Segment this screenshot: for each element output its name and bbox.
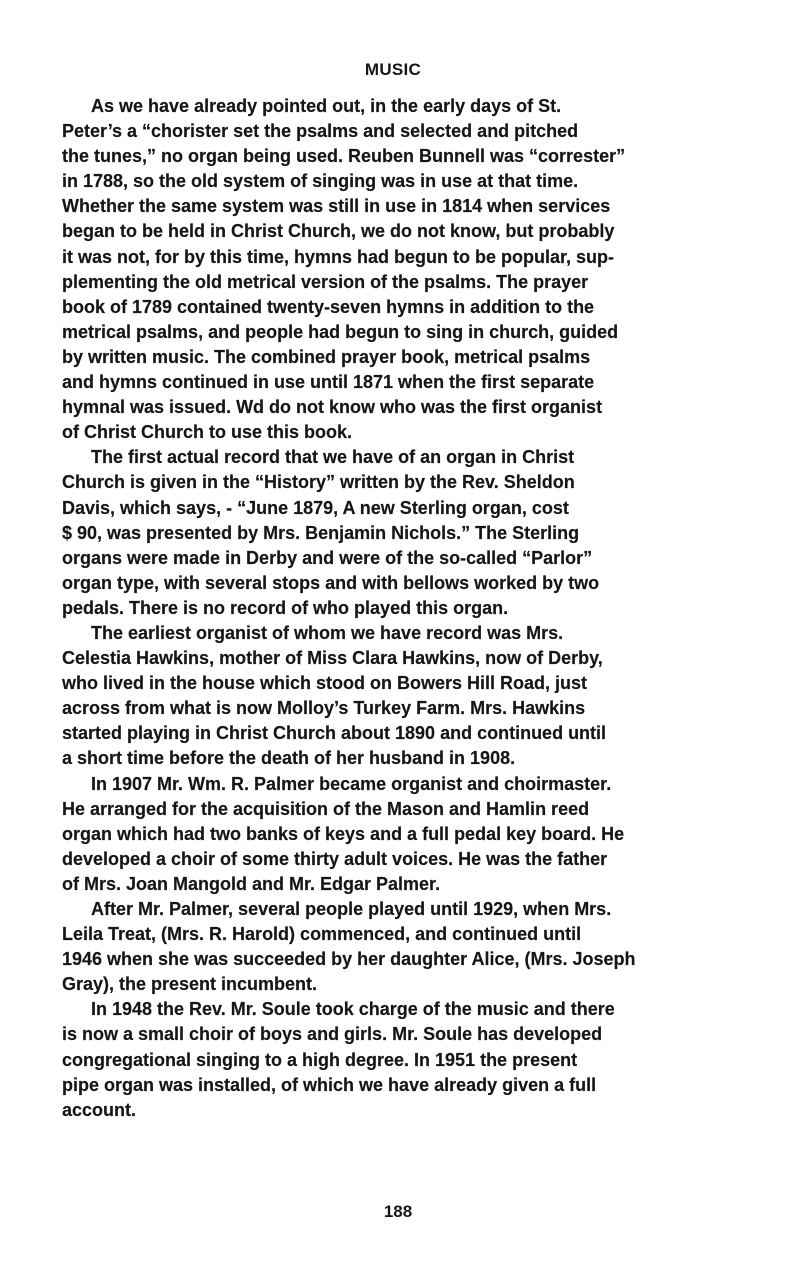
text-line: developed a choir of some thirty adult voices. He was the father (62, 848, 608, 869)
text-line: As we have already pointed out, in the early days of St. (91, 96, 562, 116)
text-line: In 1907 Mr. Wm. R. Palmer became organist and choirmaster. (91, 773, 612, 794)
text-line: organ which had two banks of keys and a full pedal key board. He (62, 823, 625, 844)
text-line: book of 1789 contained twenty-seven hymns in addition to the (62, 296, 595, 317)
text-line: Davis, which says, - “June 1879, A new Sterling organ, cost (62, 497, 569, 518)
text-line: pedals. There is no record of who played this organ. (62, 597, 509, 618)
text-line: Leila Treat, (Mrs. R. Harold) commenced, and continued until (62, 924, 582, 945)
text-line: the tunes,” no organ being used. Reuben Bunnell was “correster” (62, 146, 626, 167)
text-line: He arranged for the acquisition of the Mason and Hamlin reed (62, 798, 590, 819)
text-line: by written music. The combined prayer book, metrical psalms (62, 346, 591, 367)
text-line: $ 90, was presented by Mrs. Benjamin Nichols.” The Sterling (62, 522, 580, 543)
text-line: a short time before the death of her husband in 1908. (62, 748, 516, 769)
text-line: Gray), the present incumbent. (62, 974, 318, 995)
text-line: organ type, with several stops and with bellows worked by two (62, 572, 600, 593)
text-line: The earliest organist of whom we have record was Mrs. (91, 622, 564, 643)
text-line: who lived in the house which stood on Bowers Hill Road, just (62, 673, 588, 694)
text-line: Celestia Hawkins, mother of Miss Clara Hawkins, now of Derby, (62, 648, 603, 669)
text-line: across from what is now Molloy’s Turkey Farm. Mrs. Hawkins (62, 698, 586, 719)
text-line: metrical psalms, and people had begun to sing in church, guided (62, 321, 619, 342)
text-line: began to be held in Christ Church, we do not know, but probably (62, 221, 615, 242)
text-line: congregational singing to a high degree. In 1951 the present (62, 1049, 578, 1070)
text-line: and hymns continued in use until 1871 when the first separate (62, 372, 595, 393)
text-line: In 1948 the Rev. Mr. Soule took charge of the music and there (91, 999, 615, 1020)
text-line: Peter’s a “chorister set the psalms and selected and pitched (62, 121, 579, 142)
text-line: of Christ Church to use this book. (62, 422, 353, 443)
page-title: MUSIC (364, 60, 422, 79)
text-line: plementing the old metrical version of the psalms. The prayer (62, 271, 589, 292)
text-line: Church is given in the “History” written by the Rev. Sheldon (62, 472, 575, 493)
text-line: After Mr. Palmer, several people played until 1929, when Mrs. (91, 899, 612, 919)
text-line: is now a small choir of boys and girls. Mr. Soule has developed (62, 1024, 603, 1045)
text-line: account. (62, 1099, 137, 1120)
text-line: hymnal was issued. Wd do not know who was the first organist (62, 397, 603, 418)
body-text (62, 94, 762, 1123)
text-line: started playing in Christ Church about 1890 and continued until (62, 723, 607, 744)
page-number: 188 (383, 1202, 413, 1221)
text-line: in 1788, so the old system of singing was in use at that time. (62, 171, 579, 192)
text-line: Whether the same system was still in use in 1814 when services (62, 196, 611, 217)
text-line: of Mrs. Joan Mangold and Mr. Edgar Palmer. (62, 873, 441, 894)
text-line: it was not, for by this time, hymns had begun to be popular, sup- (62, 246, 615, 267)
text-line: pipe organ was installed, of which we have already given a full (62, 1074, 597, 1095)
text-line: organs were made in Derby and were of the so-called “Parlor” (62, 547, 593, 568)
text-line: 1946 when she was succeeded by her daughter Alice, (Mrs. Joseph (62, 949, 636, 970)
text-line: The first actual record that we have of an organ in Christ (91, 447, 575, 468)
